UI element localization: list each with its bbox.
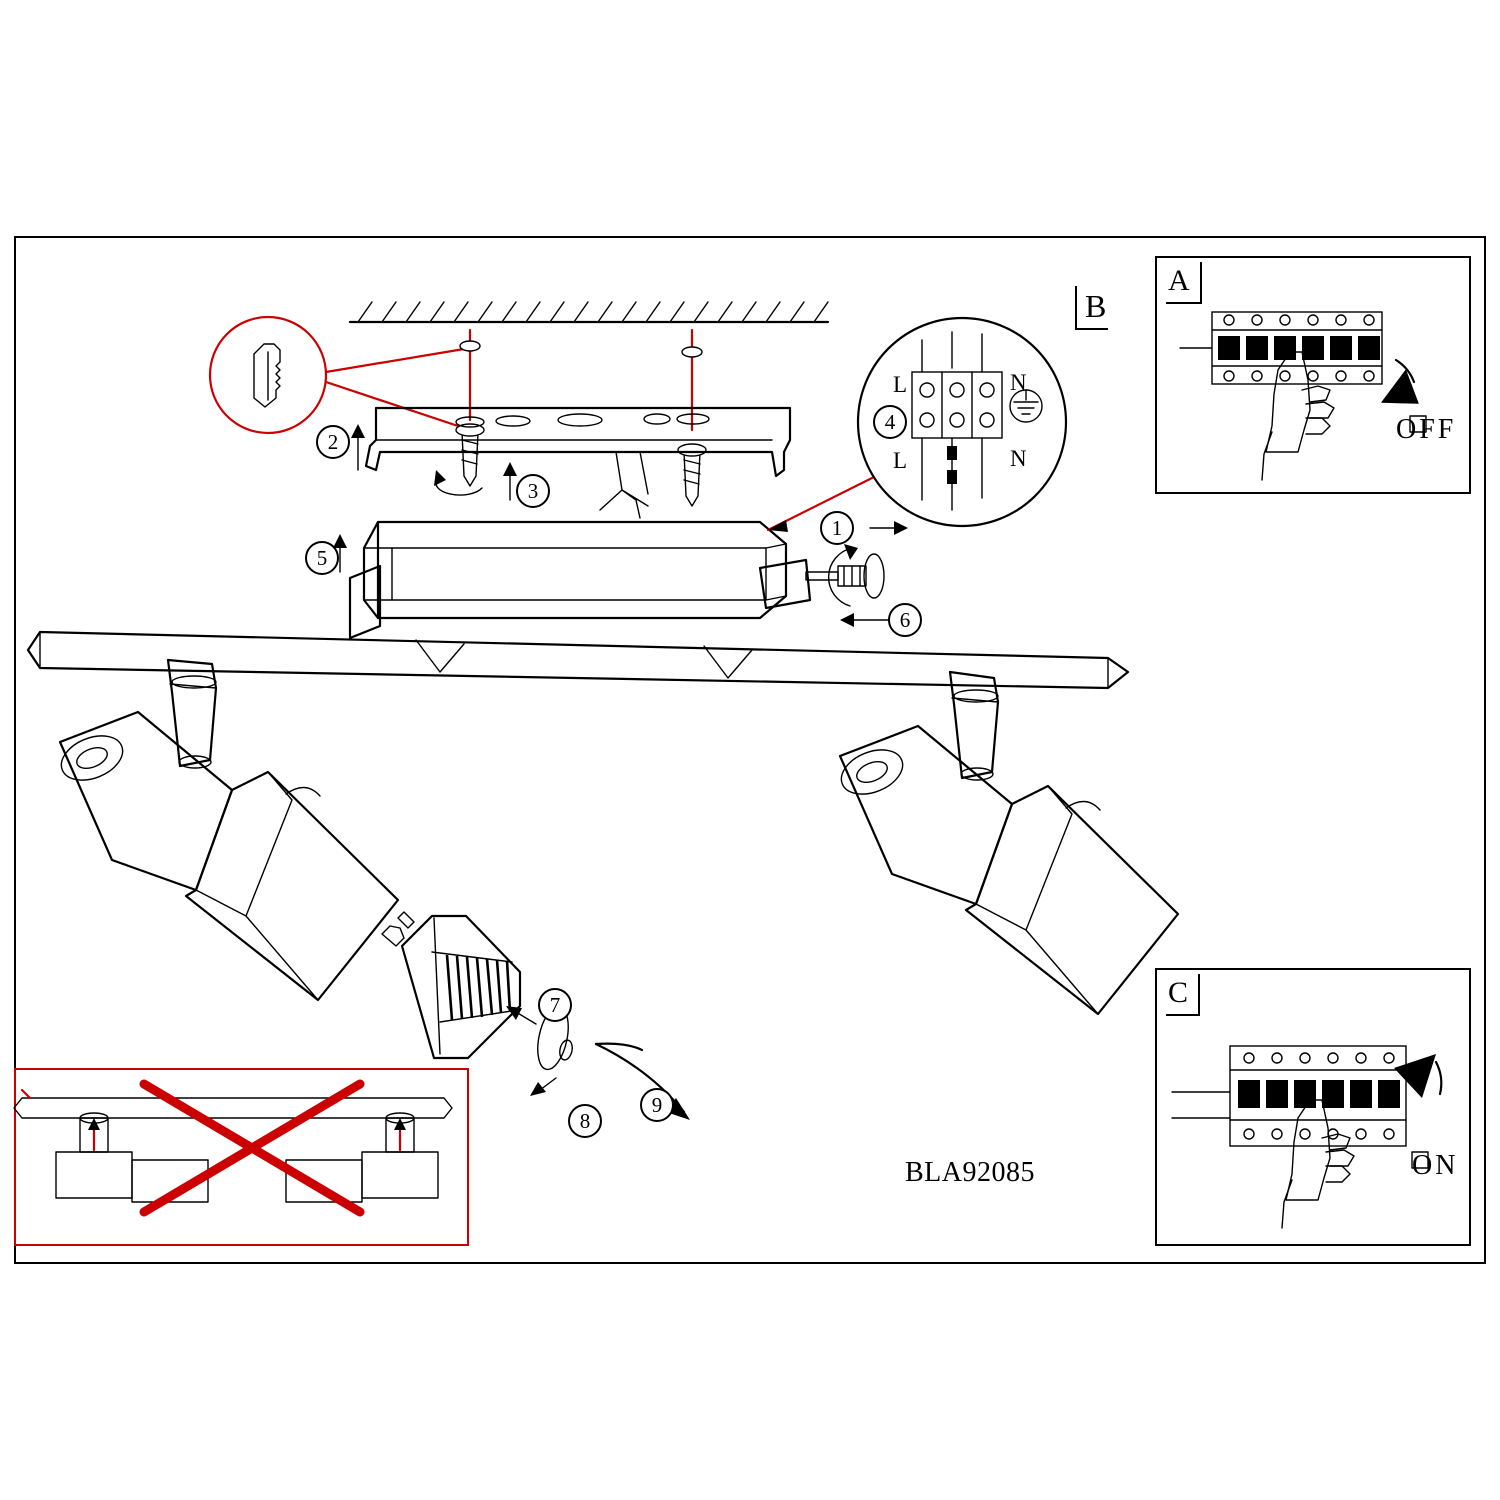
step-marker-6: 6 <box>888 603 922 637</box>
cross-mark-icon <box>144 1084 360 1212</box>
switch-off-label: OFF <box>1396 414 1457 445</box>
model-code: BLA92085 <box>905 1157 1035 1188</box>
panel-letter-a: A <box>1166 262 1202 304</box>
panel-letter-b: B <box>1075 286 1108 330</box>
terminal-label-L-bottom: L <box>893 448 908 473</box>
terminal-label-L-top: L <box>893 372 908 397</box>
terminal-label-N-bottom: N <box>1010 446 1027 471</box>
wrong-orientation-illustration <box>14 1084 452 1212</box>
step-marker-1: 1 <box>820 511 854 545</box>
step-marker-9: 9 <box>640 1088 674 1122</box>
step-marker-2: 2 <box>316 425 350 459</box>
terminal-label-N-top: N <box>1010 370 1027 395</box>
panel-letter-c: C <box>1166 974 1200 1016</box>
step-marker-5: 5 <box>305 541 339 575</box>
step-marker-4: 4 <box>873 405 907 439</box>
switch-on-label: ON <box>1412 1150 1459 1181</box>
step-marker-7: 7 <box>538 988 572 1022</box>
step-marker-3: 3 <box>516 474 550 508</box>
step-marker-8: 8 <box>568 1104 602 1138</box>
